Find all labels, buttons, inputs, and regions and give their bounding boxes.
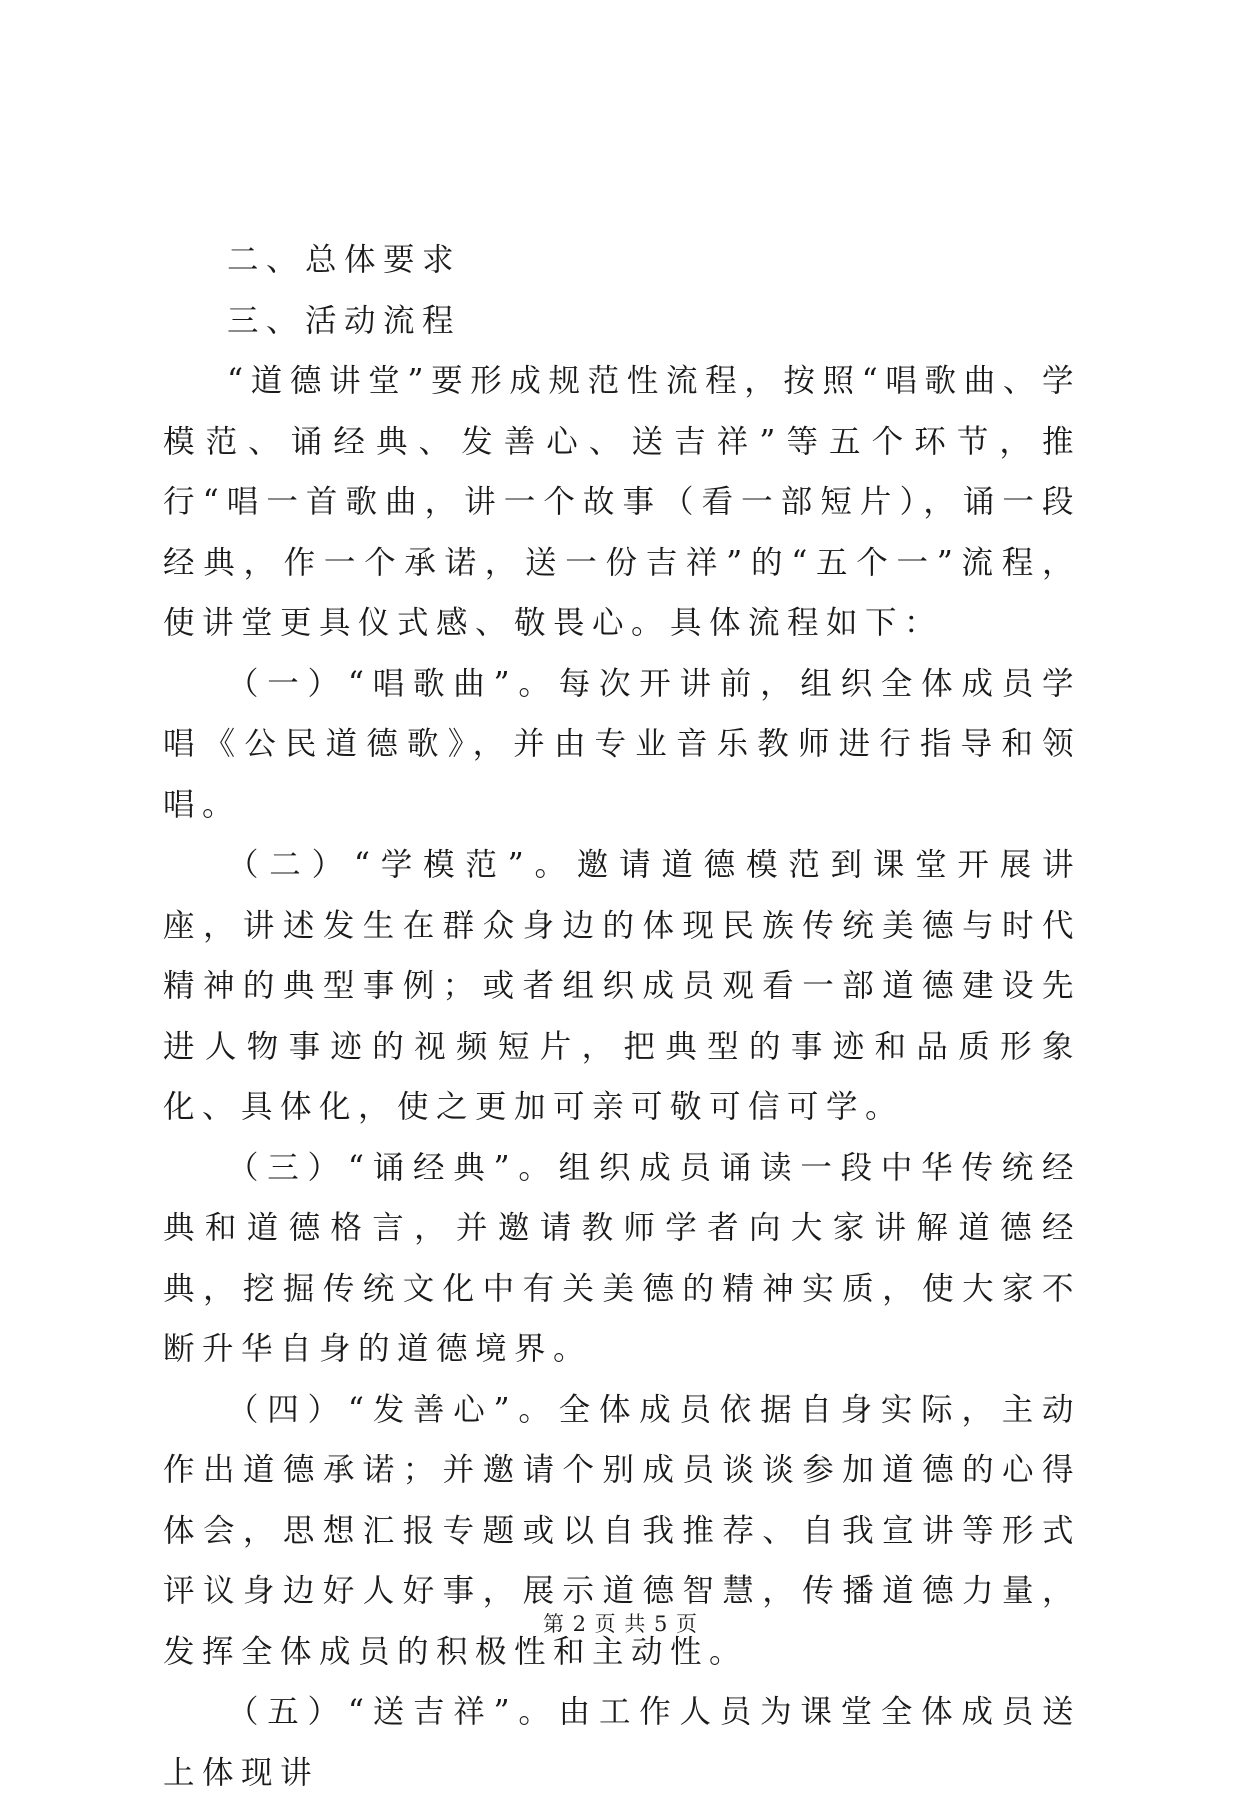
paragraph-step-learn-models: （二）“学模范”。邀请道德模范到课堂开展讲座，讲述发生在群众身边的体现民族传统美德与时代精神的典型事例；或者组织成员观看一部道德建设先进人物事迹的视频短片，把典型的事迹和品质形象化、具体化，使之更加可亲可敬可信可学。 <box>163 847 1081 1125</box>
paragraph-step-sing: （一）“唱歌曲”。每次开讲前，组织全体成员学唱《公民道德歌》，并由专业音乐教师进行指导和领唱。 <box>163 665 1081 823</box>
page-number-footer: 第 2 页 共 5 页 <box>542 1612 699 1636</box>
paragraph-step-blessing: （五）“送吉祥”。由工作人员为课堂全体成员送上体现讲 <box>163 1694 1081 1791</box>
document-body <box>163 230 1081 1803</box>
paragraph-step-recite-classics: （三）“诵经典”。组织成员诵读一段中华传统经典和道德格言，并邀请教师学者向大家讲解道德经典，挖掘传统文化中有关美德的精神实质，使大家不断升华自身的道德境界。 <box>163 1149 1081 1367</box>
paragraph-process-intro: “道德讲堂”要形成规范性流程，按照“唱歌曲、学模范、诵经典、发善心、送吉祥”等五个环节，推行“唱一首歌曲，讲一个故事（看一部短片），诵一段经典，作一个承诺，送一份吉祥”的“五个一”流程，使讲堂更具仪式感、敬畏心。具体流程如下： <box>163 363 1081 641</box>
section-heading-activity-process: 三、活动流程 <box>227 302 462 339</box>
section-heading-overall-requirements: 二、总体要求 <box>227 242 462 278</box>
paragraph-step-kindness: （四）“发善心”。全体成员依据自身实际，主动作出道德承诺；并邀请个别成员谈谈参加道德的心得体会，思想汇报专题或以自我推荐、自我宣讲等形式评议身边好人好事，展示道德智慧，传播道德力量，发挥全体成员的积极性和主动性。 <box>163 1391 1081 1670</box>
